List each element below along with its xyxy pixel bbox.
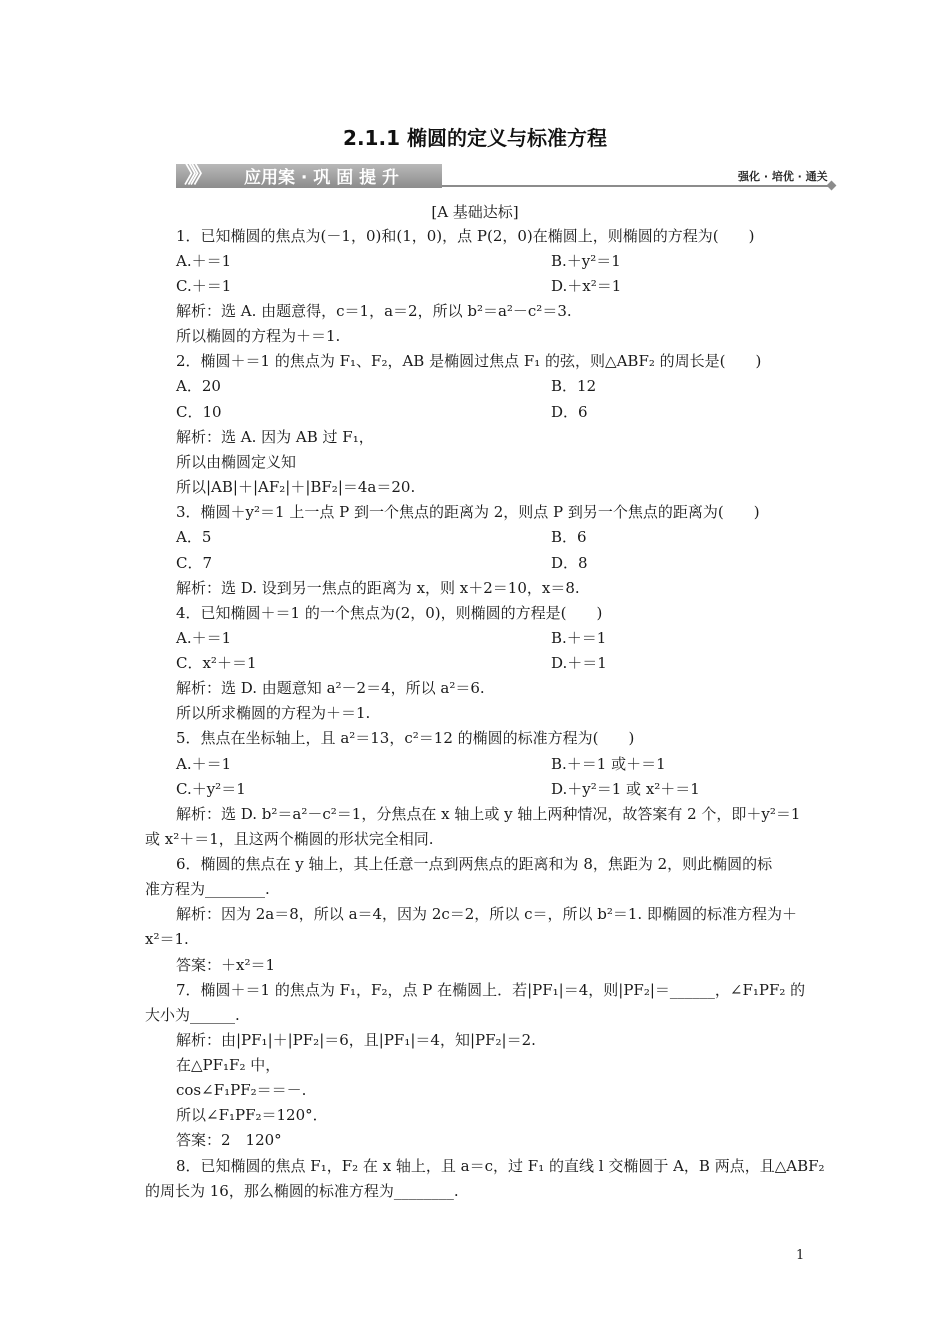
q1-stem: 1．已知椭圆的焦点为(－1，0)和(1，0)，点 P(2，0)在椭圆上，则椭圆的方程为( ) (176, 227, 755, 245)
q3-option-c: C．7 (176, 554, 213, 572)
q2-option-c: C．10 (176, 403, 222, 421)
q5-solution-1: 解析：选 D. b²＝a²－c²＝1，分焦点在 x 轴上或 y 轴上两种情况，故答案有 2 个，即＋y²＝1 (176, 805, 801, 823)
q2-solution-2: 所以由椭圆定义知 (176, 453, 297, 471)
q1-option-b: B.＋y²＝1 (551, 252, 621, 270)
q7-answer: 答案：2 120° (176, 1131, 282, 1149)
q4-option-a: A.＋＝1 (176, 629, 232, 647)
q5-option-c: C.＋y²＝1 (176, 780, 246, 798)
q1-solution-1: 解析：选 A. 由题意得，c＝1，a＝2，所以 b²＝a²－c²＝3. (176, 302, 572, 320)
q5-option-b: B.＋＝1 或＋＝1 (551, 755, 666, 773)
q3-stem: 3．椭圆＋y²＝1 上一点 P 到一个焦点的距离为 2，则点 P 到另一个焦点的距离为( ) (176, 503, 760, 521)
q6-stem-2: 准方程为________. (145, 880, 270, 898)
diamond-icon (827, 181, 837, 191)
q3-solution: 解析：选 D. 设到另一焦点的距离为 x，则 x＋2＝10，x＝8. (176, 579, 580, 597)
q4-solution-1: 解析：选 D. 由题意知 a²－2＝4，所以 a²＝6. (176, 679, 485, 697)
q1-option-d: D.＋x²＝1 (551, 277, 622, 295)
q8-stem-2: 的周长为 16，那么椭圆的标准方程为________. (145, 1182, 459, 1200)
q8-stem-1: 8．已知椭圆的焦点 F₁，F₂ 在 x 轴上，且 a＝c，过 F₁ 的直线 l 交椭圆于 A，B 两点，且△ABF₂ (176, 1157, 825, 1175)
q7-solution-1: 解析：由|PF₁|＋|PF₂|＝6，且|PF₁|＝4，知|PF₂|＝2. (176, 1031, 536, 1049)
q5-option-a: A.＋＝1 (176, 755, 232, 773)
q4-option-c: C．x²＋＝1 (176, 654, 257, 672)
q4-solution-2: 所以所求椭圆的方程为＋＝1. (176, 704, 371, 722)
q6-stem-1: 6．椭圆的焦点在 y 轴上，其上任意一点到两焦点的距离和为 8，焦距为 2，则此椭圆的标 (176, 855, 773, 873)
q2-stem: 2．椭圆＋＝1 的焦点为 F₁、F₂，AB 是椭圆过焦点 F₁ 的弦，则△ABF₂ 的周长是( ) (176, 352, 762, 370)
banner-rule (442, 185, 830, 187)
q2-solution-3: 所以|AB|＋|AF₂|＋|BF₂|＝4a＝20. (176, 478, 416, 496)
banner-label: 应用案 · 巩 固 提 升 (244, 168, 400, 188)
page-title: 2.1.1 椭圆的定义与标准方程 (343, 126, 607, 150)
chevron-icon: 》》 (184, 160, 208, 188)
section-banner (176, 158, 828, 192)
q1-option-c: C.＋＝1 (176, 277, 232, 295)
q3-option-a: A．5 (176, 528, 212, 546)
q4-option-b: B.＋＝1 (551, 629, 607, 647)
q4-stem: 4．已知椭圆＋＝1 的一个焦点为(2，0)，则椭圆的方程是( ) (176, 604, 603, 622)
q6-answer: 答案：＋x²＝1 (176, 956, 276, 974)
q2-option-b: B．12 (551, 377, 597, 395)
q7-solution-4: 所以∠F₁PF₂＝120°． (176, 1106, 328, 1124)
q6-solution-1: 解析：因为 2a＝8，所以 a＝4，因为 2c＝2，所以 c＝，所以 b²＝1. 即椭圆的标准方程为＋ (176, 905, 797, 923)
q1-option-a: A.＋＝1 (176, 252, 232, 270)
q6-solution-2: x²＝1. (145, 930, 189, 948)
q5-stem: 5．焦点在坐标轴上，且 a²＝13，c²＝12 的椭圆的标准方程为( ) (176, 729, 635, 747)
q2-option-d: D．6 (551, 403, 588, 421)
banner-tagline: 强化 · 培优 · 通关 (738, 170, 828, 183)
section-header: [A 基础达标] (431, 203, 519, 221)
q4-option-d: D.＋＝1 (551, 654, 607, 672)
q7-stem-2: 大小为______. (145, 1006, 240, 1024)
q5-option-d: D.＋y²＝1 或 x²＋＝1 (551, 780, 700, 798)
q5-solution-2: 或 x²＋＝1，且这两个椭圆的形状完全相同. (145, 830, 434, 848)
q3-option-b: B．6 (551, 528, 587, 546)
q2-solution-1: 解析：选 A. 因为 AB 过 F₁， (176, 428, 374, 446)
q7-stem-1: 7．椭圆＋＝1 的焦点为 F₁，F₂，点 P 在椭圆上．若|PF₁|＝4，则|PF₂|＝______，∠F₁PF₂ 的 (176, 981, 806, 999)
q2-option-a: A．20 (176, 377, 221, 395)
q1-solution-2: 所以椭圆的方程为＋＝1. (176, 327, 341, 345)
q3-option-d: D．8 (551, 554, 588, 572)
q7-solution-2: 在△PF₁F₂ 中， (176, 1056, 281, 1074)
page-number: 1 (796, 1248, 805, 1263)
q7-solution-3: cos∠F₁PF₂＝＝－. (176, 1081, 307, 1099)
